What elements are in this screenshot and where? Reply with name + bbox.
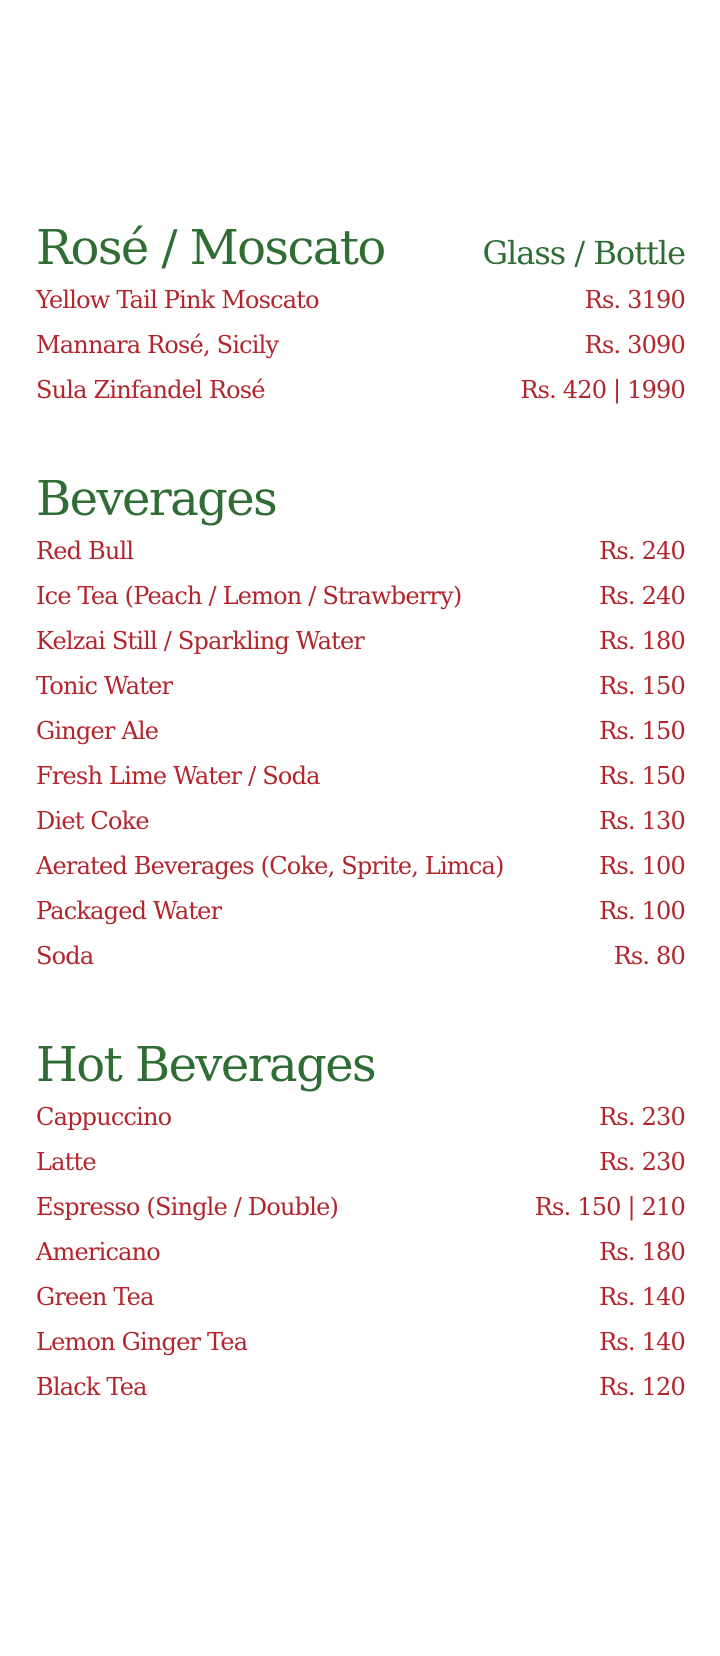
item-price: Rs. 150 [599,672,685,700]
item-price: Rs. 240 [599,537,685,565]
menu-item [36,844,685,889]
menu-item [36,1365,685,1410]
item-name: Packaged Water [36,897,222,925]
menu-item [36,709,685,754]
item-name: Latte [36,1148,96,1176]
item-price: Rs. 80 [613,942,685,970]
item-price: Rs. 150 [599,717,685,745]
item-name: Tonic Water [36,672,173,700]
item-price: Rs. 130 [599,807,685,835]
item-price: Rs. 120 [599,1373,685,1401]
item-name: Diet Coke [36,807,149,835]
menu-item [36,1230,685,1275]
item-name: Aerated Beverages (Coke, Sprite, Limca) [36,852,504,880]
menu-item [36,1140,685,1185]
menu-item [36,1185,685,1230]
menu-item [36,934,685,979]
menu-item [36,278,685,323]
item-name: Ice Tea (Peach / Lemon / Strawberry) [36,582,462,610]
section-rose-moscato [36,218,685,413]
item-price: Rs. 230 [599,1103,685,1131]
section-beverages [36,469,685,979]
item-name: Lemon Ginger Tea [36,1328,248,1356]
item-price: Rs. 150 [599,762,685,790]
item-name: Ginger Ale [36,717,159,745]
item-price: Rs. 3190 [584,286,685,314]
item-price: Rs. 420 | 1990 [520,376,685,404]
item-name: Black Tea [36,1373,147,1401]
item-name: Americano [36,1238,160,1266]
menu-item [36,889,685,934]
item-price: Rs. 140 [599,1328,685,1356]
menu-item [36,619,685,664]
section-title: Rosé / Moscato [36,220,385,276]
item-name: Soda [36,942,94,970]
section-hot-beverages [36,1035,685,1410]
menu-item [36,1275,685,1320]
menu-item [36,664,685,709]
item-name: Espresso (Single / Double) [36,1193,339,1221]
item-price: Rs. 230 [599,1148,685,1176]
item-name: Green Tea [36,1283,154,1311]
item-price: Rs. 100 [599,852,685,880]
item-price: Rs. 100 [599,897,685,925]
section-header [36,469,685,535]
item-price: Rs. 240 [599,582,685,610]
menu-item [36,1320,685,1365]
menu-item [36,799,685,844]
item-price: Rs. 180 [599,1238,685,1266]
item-price: Rs. 150 | 210 [534,1193,685,1221]
menu-item [36,574,685,619]
item-price: Rs. 3090 [584,331,685,359]
section-title: Beverages [36,471,277,527]
item-name: Cappuccino [36,1103,172,1131]
item-name: Mannara Rosé, Sicily [36,331,279,359]
item-name: Fresh Lime Water / Soda [36,762,320,790]
item-name: Sula Zinfandel Rosé [36,376,265,404]
menu-item [36,368,685,413]
section-title: Hot Beverages [36,1037,376,1093]
menu-item [36,1095,685,1140]
item-name: Kelzai Still / Sparkling Water [36,627,365,655]
menu-page [36,218,685,1466]
item-name: Yellow Tail Pink Moscato [36,286,319,314]
menu-item [36,754,685,799]
item-price: Rs. 140 [599,1283,685,1311]
item-name: Red Bull [36,537,134,565]
menu-item [36,529,685,574]
section-note: Glass / Bottle [482,234,685,272]
menu-item [36,323,685,368]
section-header [36,1035,685,1101]
item-price: Rs. 180 [599,627,685,655]
section-header [36,218,685,284]
